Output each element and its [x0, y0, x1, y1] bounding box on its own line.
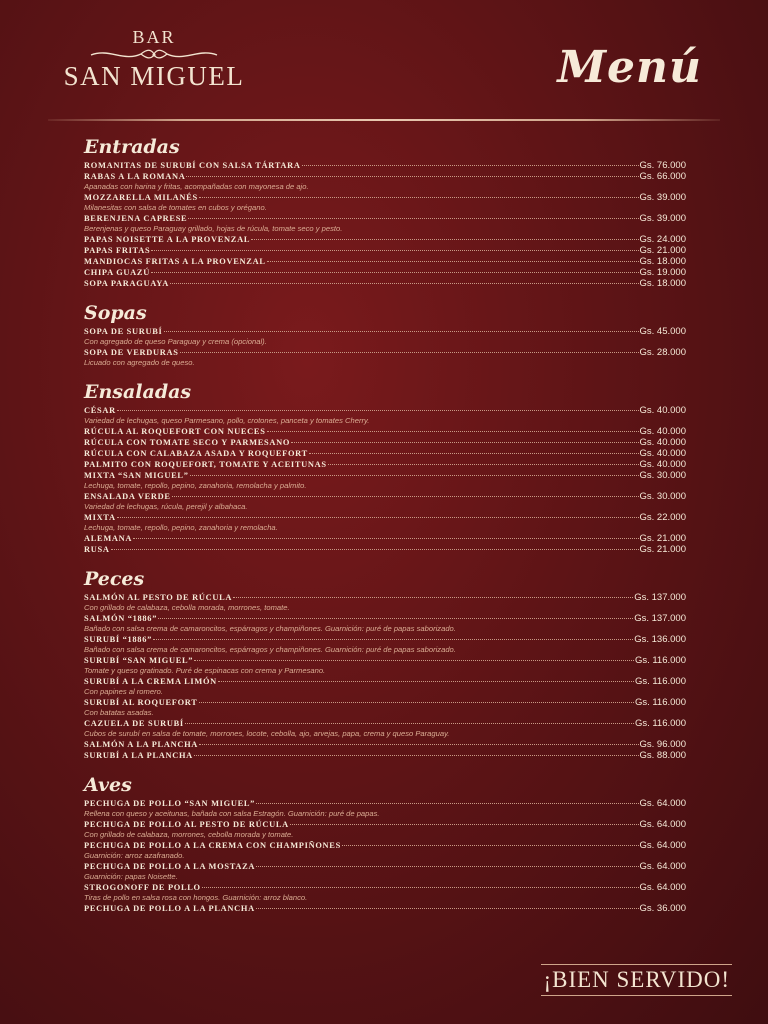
menu-item — [84, 739, 686, 750]
menu-section — [84, 134, 686, 289]
menu-item-row — [84, 544, 686, 555]
menu-item-name: RÚCULA CON TOMATE SECO Y PARMESANO — [84, 438, 291, 447]
footer-slogan: ¡BIEN SERVIDO! — [541, 964, 732, 996]
menu-item — [84, 470, 686, 491]
dot-leader — [199, 197, 639, 198]
dot-leader — [164, 331, 639, 332]
menu-item-price: Gs. 64.000 — [639, 819, 686, 830]
menu-item-row — [84, 192, 686, 203]
menu-item-name: SOPA DE SURUBÍ — [84, 327, 163, 336]
menu-item-name: BERENJENA CAPRESE — [84, 214, 188, 223]
menu-item-name: PAPAS NOISETTE A LA PROVENZAL — [84, 235, 251, 244]
menu-item — [84, 347, 686, 368]
menu-item-row — [84, 676, 686, 687]
menu-item-price: Gs. 116.000 — [634, 718, 686, 729]
menu-item-row — [84, 160, 686, 171]
menu-item — [84, 544, 686, 555]
menu-item-name: SOPA PARAGUAYA — [84, 279, 169, 288]
menu-item-description: Con grillado de calabaza, morrones, cebolla morada y tomate. — [84, 830, 294, 839]
menu-item — [84, 160, 686, 171]
menu-item-price: Gs. 40.000 — [639, 448, 686, 459]
menu-item-price: Gs. 64.000 — [639, 840, 686, 851]
menu-item-row — [84, 213, 686, 224]
menu-item-price: Gs. 22.000 — [639, 512, 686, 523]
menu-item — [84, 245, 686, 256]
menu-item-price: Gs. 40.000 — [639, 426, 686, 437]
menu-item — [84, 882, 686, 903]
menu-item-name: SOPA DE VERDURAS — [84, 348, 179, 357]
menu-item-price: Gs. 24.000 — [639, 234, 686, 245]
section-title: Entradas — [84, 136, 180, 158]
menu-item-row — [84, 798, 686, 809]
menu-item-row — [84, 448, 686, 459]
menu-item — [84, 192, 686, 213]
logo — [48, 28, 260, 90]
menu-item — [84, 861, 686, 882]
dot-leader — [185, 723, 634, 724]
menu-item — [84, 491, 686, 512]
menu-item-name: PECHUGA DE POLLO AL PESTO DE RÚCULA — [84, 820, 289, 829]
header-divider — [48, 119, 720, 121]
menu-section — [84, 379, 686, 555]
menu-item-price: Gs. 39.000 — [639, 192, 686, 203]
menu-item-price: Gs. 36.000 — [639, 903, 686, 914]
menu-item-name: RABAS A LA ROMANA — [84, 172, 186, 181]
dot-leader — [290, 824, 639, 825]
menu-item-row — [84, 655, 686, 666]
dot-leader — [267, 431, 639, 432]
menu-item-row — [84, 347, 686, 358]
menu-item-description: Cubos de surubí en salsa de tomate, morrones, locote, cebolla, ajo, arvejas, papa, crema y queso Paraguay. — [84, 729, 450, 738]
dot-leader — [199, 702, 634, 703]
dot-leader — [186, 176, 638, 177]
menu-item — [84, 437, 686, 448]
menu-item-name: CAZUELA DE SURUBÍ — [84, 719, 184, 728]
dot-leader — [111, 549, 639, 550]
page-title: Menú — [557, 42, 702, 93]
dot-leader — [194, 755, 639, 756]
menu-item — [84, 267, 686, 278]
menu-item-description: Con agregado de queso Paraguay y crema (opcional). — [84, 337, 267, 346]
section-title: Sopas — [84, 302, 147, 324]
dot-leader — [151, 250, 638, 251]
menu-item-row — [84, 882, 686, 893]
menu-item-price: Gs. 21.000 — [639, 544, 686, 555]
menu-item-price: Gs. 96.000 — [639, 739, 686, 750]
menu-item-row — [84, 613, 686, 624]
menu-item-description: Con papines al romero. — [84, 687, 163, 696]
menu-item-row — [84, 634, 686, 645]
menu-item-row — [84, 256, 686, 267]
dot-leader — [291, 442, 638, 443]
menu-item-name: ENSALADA VERDE — [84, 492, 171, 501]
menu-item-price: Gs. 76.000 — [639, 160, 686, 171]
dot-leader — [190, 475, 639, 476]
menu-section — [84, 566, 686, 761]
menu-item-description: Bañado con salsa crema de camaroncitos, espárragos y champiñones. Guarnición: puré de papas saborizado. — [84, 624, 456, 633]
section-title: Ensaladas — [84, 381, 192, 403]
menu-item-row — [84, 171, 686, 182]
menu-content — [84, 134, 686, 914]
menu-item-description: Lechuga, tomate, repollo, pepino, zanahoria, remolacha y palmito. — [84, 481, 307, 490]
menu-item-price: Gs. 19.000 — [639, 267, 686, 278]
menu-item-price: Gs. 30.000 — [639, 470, 686, 481]
dot-leader — [256, 908, 639, 909]
menu-item-price: Gs. 116.000 — [634, 676, 686, 687]
dot-leader — [172, 496, 639, 497]
flourish-icon — [89, 48, 219, 62]
menu-item-price: Gs. 28.000 — [639, 347, 686, 358]
dot-leader — [194, 660, 634, 661]
menu-item-price: Gs. 137.000 — [634, 592, 686, 603]
menu-item-description: Con grillado de calabaza, cebolla morada, morrones, tomate. — [84, 603, 290, 612]
menu-item-row — [84, 278, 686, 289]
menu-item-row — [84, 718, 686, 729]
menu-item-row — [84, 426, 686, 437]
menu-item-description: Rellena con queso y aceitunas, bañada con salsa Estragón. Guarnición: puré de papas. — [84, 809, 380, 818]
menu-item-price: Gs. 18.000 — [639, 278, 686, 289]
menu-item-description: Lechuga, tomate, repollo, pepino, zanahoria y remolacha. — [84, 523, 278, 532]
dot-leader — [267, 261, 639, 262]
menu-item-name: RÚCULA AL ROQUEFORT CON NUECES — [84, 427, 266, 436]
menu-item-row — [84, 903, 686, 914]
menu-item-price: Gs. 40.000 — [639, 459, 686, 470]
menu-item-description: Guarnición: papas Noisette. — [84, 872, 178, 881]
dot-leader — [233, 597, 633, 598]
dot-leader — [199, 744, 638, 745]
menu-item-row — [84, 861, 686, 872]
menu-item-name: MIXTA — [84, 513, 116, 522]
menu-item-name: ROMANITAS DE SURUBÍ CON SALSA TÁRTARA — [84, 161, 301, 170]
menu-item-row — [84, 234, 686, 245]
menu-item-name: PAPAS FRITAS — [84, 246, 151, 255]
menu-section — [84, 772, 686, 914]
menu-item — [84, 613, 686, 634]
menu-item-name: PECHUGA DE POLLO A LA CREMA CON CHAMPIÑONES — [84, 841, 341, 850]
menu-item-price: Gs. 136.000 — [634, 634, 686, 645]
menu-item-price: Gs. 21.000 — [639, 533, 686, 544]
menu-item — [84, 171, 686, 192]
menu-item-row — [84, 470, 686, 481]
menu-item — [84, 750, 686, 761]
dot-leader — [153, 639, 633, 640]
menu-item-price: Gs. 45.000 — [639, 326, 686, 337]
menu-item-price: Gs. 64.000 — [639, 861, 686, 872]
menu-item-row — [84, 491, 686, 502]
menu-item-name: SALMÓN AL PESTO DE RÚCULA — [84, 593, 233, 602]
menu-item — [84, 655, 686, 676]
menu-item-row — [84, 697, 686, 708]
menu-item-row — [84, 592, 686, 603]
menu-item — [84, 405, 686, 426]
menu-item-row — [84, 459, 686, 470]
dot-leader — [309, 453, 639, 454]
dot-leader — [256, 866, 638, 867]
dot-leader — [342, 845, 639, 846]
menu-item-price: Gs. 66.000 — [639, 171, 686, 182]
menu-item-description: Berenjenas y queso Paraguay grillado, hojas de rúcula, tomate seco y pesto. — [84, 224, 343, 233]
menu-item-name: MANDIOCAS FRITAS A LA PROVENZAL — [84, 257, 266, 266]
menu-item-description: Con batatas asadas. — [84, 708, 154, 717]
section-title: Peces — [84, 568, 145, 590]
menu-item — [84, 592, 686, 613]
menu-item — [84, 676, 686, 697]
menu-item-price: Gs. 30.000 — [639, 491, 686, 502]
menu-item-description: Licuado con agregado de queso. — [84, 358, 195, 367]
menu-item-description: Apanadas con harina y fritas, acompañadas con mayonesa de ajo. — [84, 182, 309, 191]
menu-item — [84, 798, 686, 819]
dot-leader — [133, 538, 638, 539]
menu-item-name: SURUBÍ AL ROQUEFORT — [84, 698, 198, 707]
menu-item-price: Gs. 40.000 — [639, 405, 686, 416]
menu-item-name: STROGONOFF DE POLLO — [84, 883, 201, 892]
menu-item-price: Gs. 21.000 — [639, 245, 686, 256]
menu-item-price: Gs. 64.000 — [639, 882, 686, 893]
dot-leader — [256, 803, 638, 804]
menu-item-name: SALMÓN A LA PLANCHA — [84, 740, 199, 749]
menu-item-name: CHIPA GUAZÚ — [84, 268, 150, 277]
menu-item-name: PECHUGA DE POLLO A LA MOSTAZA — [84, 862, 256, 871]
dot-leader — [302, 165, 639, 166]
dot-leader — [151, 272, 639, 273]
menu-item-description: Variedad de lechugas, queso Parmesano, pollo, crotones, panceta y tomates Cherry. — [84, 416, 370, 425]
menu-item-name: SURUBÍ A LA CREMA LIMÓN — [84, 677, 217, 686]
menu-item-row — [84, 245, 686, 256]
dot-leader — [117, 410, 639, 411]
dot-leader — [180, 352, 639, 353]
menu-item-description: Variedad de lechugas, rúcula, perejil y albahaca. — [84, 502, 248, 511]
dot-leader — [170, 283, 639, 284]
menu-item-description: Tiras de pollo en salsa rosa con hongos. Guarnición: arroz blanco. — [84, 893, 308, 902]
menu-item-name: MOZZARELLA MILANÉS — [84, 193, 198, 202]
menu-item-price: Gs. 88.000 — [639, 750, 686, 761]
menu-item-row — [84, 840, 686, 851]
menu-item-price: Gs. 64.000 — [639, 798, 686, 809]
menu-item — [84, 448, 686, 459]
menu-item-description: Guarnición: arroz azafranado. — [84, 851, 185, 860]
menu-item-row — [84, 512, 686, 523]
dot-leader — [158, 618, 633, 619]
logo-bar-text: BAR — [132, 27, 176, 47]
menu-item — [84, 903, 686, 914]
menu-item — [84, 840, 686, 861]
menu-item-price: Gs. 116.000 — [634, 697, 686, 708]
menu-item-price: Gs. 39.000 — [639, 213, 686, 224]
dot-leader — [117, 517, 639, 518]
dot-leader — [188, 218, 638, 219]
logo-name-text: SAN MIGUEL — [63, 61, 245, 91]
menu-item — [84, 634, 686, 655]
menu-item-row — [84, 533, 686, 544]
menu-item-row — [84, 437, 686, 448]
menu-item-price: Gs. 18.000 — [639, 256, 686, 267]
menu-item-name: SURUBÍ “1886” — [84, 635, 152, 644]
menu-item-row — [84, 739, 686, 750]
menu-item — [84, 533, 686, 544]
menu-item-price: Gs. 137.000 — [634, 613, 686, 624]
menu-item — [84, 326, 686, 347]
section-title: Aves — [84, 774, 132, 796]
menu-item-name: PECHUGA DE POLLO A LA PLANCHA — [84, 904, 255, 913]
menu-item-name: RUSA — [84, 545, 110, 554]
menu-item-row — [84, 326, 686, 337]
menu-item-name: PALMITO CON ROQUEFORT, TOMATE Y ACEITUNAS — [84, 460, 327, 469]
menu-item — [84, 512, 686, 533]
menu-section — [84, 300, 686, 368]
menu-item — [84, 234, 686, 245]
menu-item-description: Bañado con salsa crema de camaroncitos, espárragos y champiñones. Guarnición: puré de papas saborizado. — [84, 645, 456, 654]
menu-item — [84, 697, 686, 718]
menu-item — [84, 819, 686, 840]
menu-item-row — [84, 267, 686, 278]
menu-item-description: Milanesitas con salsa de tomates en cubos y orégano. — [84, 203, 267, 212]
menu-item-row — [84, 750, 686, 761]
menu-item-description: Tomate y queso gratinado. Puré de espinacas con crema y Parmesano. — [84, 666, 326, 675]
menu-item-name: SURUBÍ A LA PLANCHA — [84, 751, 193, 760]
menu-item — [84, 426, 686, 437]
menu-item-name: MIXTA “SAN MIGUEL” — [84, 471, 189, 480]
menu-item — [84, 718, 686, 739]
dot-leader — [218, 681, 634, 682]
menu-item-price: Gs. 40.000 — [639, 437, 686, 448]
menu-item — [84, 278, 686, 289]
menu-item-name: SURUBÍ “SAN MIGUEL” — [84, 656, 194, 665]
menu-item-row — [84, 819, 686, 830]
menu-item-name: PECHUGA DE POLLO “SAN MIGUEL” — [84, 799, 256, 808]
menu-item-name: ALEMANA — [84, 534, 133, 543]
dot-leader — [251, 239, 638, 240]
dot-leader — [202, 887, 639, 888]
dot-leader — [328, 464, 639, 465]
menu-item — [84, 213, 686, 234]
menu-item — [84, 459, 686, 470]
menu-item-name: RÚCULA CON CALABAZA ASADA Y ROQUEFORT — [84, 449, 308, 458]
menu-item — [84, 256, 686, 267]
menu-item-name: CÉSAR — [84, 406, 116, 415]
menu-item-price: Gs. 116.000 — [634, 655, 686, 666]
menu-item-name: SALMÓN “1886” — [84, 614, 158, 623]
menu-item-row — [84, 405, 686, 416]
